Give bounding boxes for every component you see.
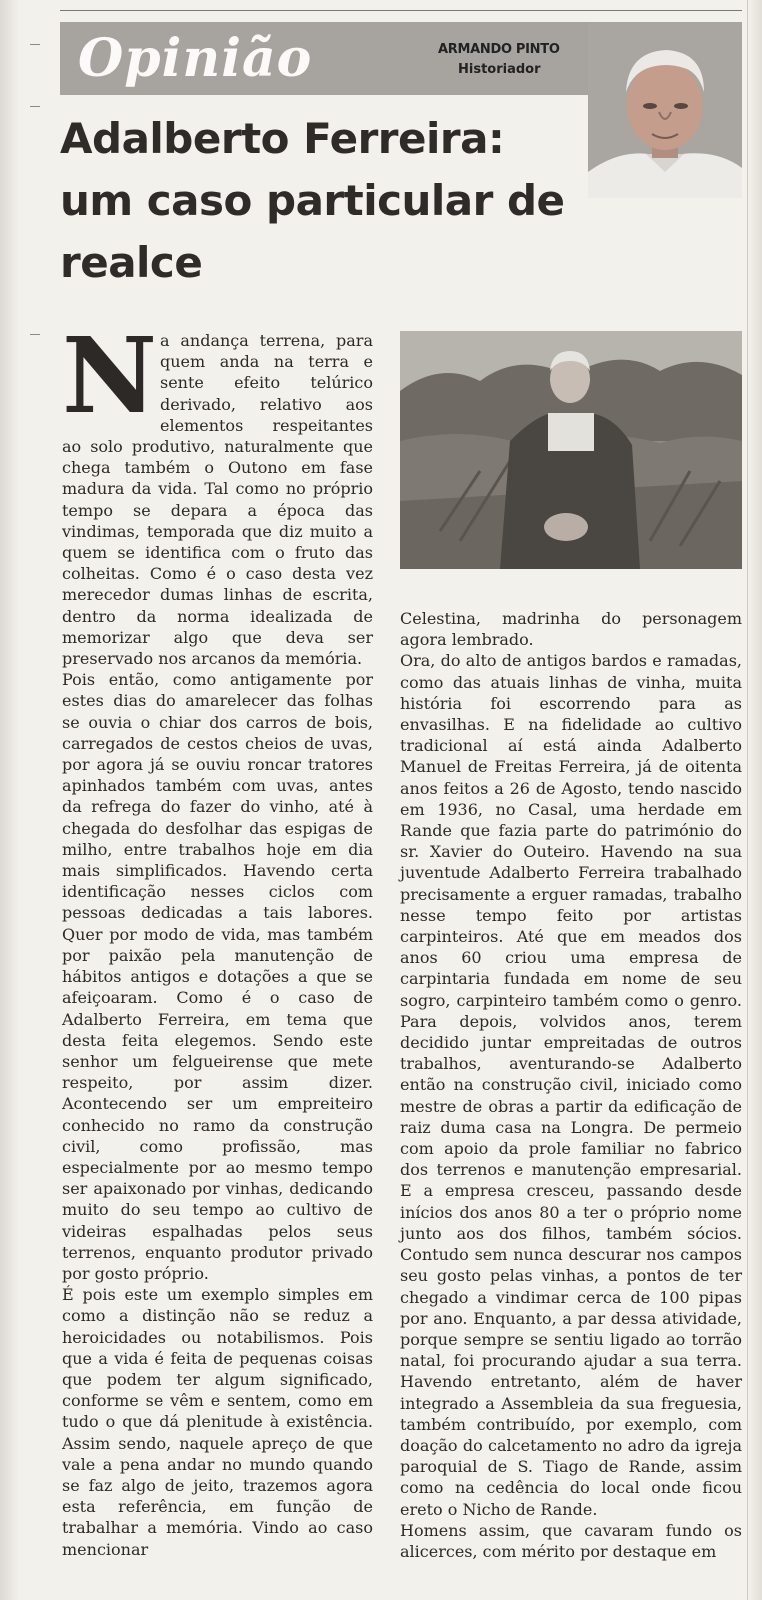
margin-mark	[30, 106, 40, 107]
author-role: Historiador	[458, 62, 541, 77]
paragraph: Pois então, como antigamente por estes dias do amarelecer das folhas se ouvia o chiar dos carros de bois, carregados de cestos cheios de uvas, por agora já se ouviu roncar tratores apinhados também com uvas, antes da refrega do fazer do vinho, até à chegada do desfolhar das espigas de milho, entre trabalhos hoje em dia mais simplificados. Havendo certa identificação nesses ciclos com pessoas dedicadas a tais labores. Quer por modo de vida, mas também por paixão pela manutenção de hábitos antigos e dotações a que se afeiçoaram. Como é o caso de Adalberto Ferreira, em tema que desta feita elegemos. Sendo este senhor um felgueirense que mete respeito, por assim dizer. Acontecendo ser um empreiteiro conhecido no ramo da construção civil, como profissão, mas especialmente por ao mesmo tempo ser apaixonado por vinhas, dedicando muito do seu tempo ao cultivo de videiras espalhadas pelos seus terrenos, enquanto produtor privado por gosto próprio.	[62, 670, 373, 1283]
section-title: Opinião	[78, 28, 313, 89]
author-name: ARMANDO PINTO	[438, 42, 560, 57]
page-edge-left	[0, 0, 18, 1600]
author-portrait-image	[588, 22, 742, 198]
article-column-left	[62, 314, 373, 1560]
drop-cap: N	[62, 314, 158, 437]
article-photo	[400, 331, 742, 569]
paragraph: a andança terrena, para quem anda na terra e sente efeito telúrico derivado, relativo aos elementos respeitantes ao solo produtivo, naturalmente que chega também o Outono em fase madura da vida. Tal como no próprio tempo se depara a época das vindimas, temporada que diz muito a quem se identifica com o fruto das colheitas. Como é o caso desta vez merecedor dumas linhas de escrita, dentro da norma idealizada de memorizar algo que deva ser preservado nos arcanos da memória.	[62, 331, 373, 669]
paragraph: Homens assim, que cavaram fundo os alicerces, com mérito por destaque em	[400, 1520, 742, 1561]
page-edge-right	[747, 0, 762, 1600]
author-portrait	[588, 22, 742, 198]
paragraph: Celestina, madrinha do personagem agora lembrado.	[400, 609, 742, 650]
paragraph: Ora, do alto de antigos bardos e ramadas, como das atuais linhas de vinha, muita história foi escorrendo para as envasilhas. E na fidelidade ao cultivo tradicional aí está ainda Adalberto Manuel de Freitas Ferreira, já de oitenta anos feitos a 26 de Agosto, tendo nascido em 1936, no Casal, uma herdade em Rande que fazia parte do património do sr. Xavier do Outeiro. Havendo na sua juventude Adalberto Ferreira trabalhado precisamente a erguer ramadas, trabalho nesse tempo feito por artistas carpinteiros. Até que em meados dos anos 60 criou uma empresa de carpintaria fundada em nome de seu sogro, carpinteiro também como o genro. Para depois, volvidos anos, terem decidido juntar empreitadas de outros trabalhos, aventurando-se Adalberto então na construção civil, iniciado como mestre de obras a partir da edificação de raiz duma casa na Longra. De permeio com apoio da prole familiar no fabrico dos terrenos e manutenção empresarial. E a empresa cresceu, passando desde inícios dos anos 80 a ter o próprio nome junto aos dos filhos, também sócios. Contudo sem nunca descurar nos campos seu gosto pelas vinhas, a pontos de ter chegado a vindimar cerca de 100 pipas por ano. Enquanto, a par dessa atividade, porque sempre se sentiu ligado ao torrão natal, foi procurando ajudar a sua terra. Havendo entretanto, além de haver integrado a Assembleia da sua freguesia, também contribuído, por exemplo, com doação do calcetamento no adro da igreja paroquial de S. Tiago de Rande, assim como na cedência do local onde ficou ereto o Nicho de Rande.	[400, 651, 742, 1519]
top-rule	[60, 10, 742, 11]
article-photo-image	[400, 331, 742, 569]
margin-mark	[30, 44, 40, 45]
headline: Adalberto Ferreira: um caso particular de realce	[60, 114, 565, 287]
margin-mark	[30, 334, 40, 335]
paragraph: É pois este um exemplo simples em como a distinção não se reduz a heroicidades ou notabilismos. Pois que a vida é feita de pequenas coisas que podem ter algum significado, conforme se vêm e sentem, como em tudo o que dá plenitude à existência. Assim sendo, naquele apreço de que vale a pena andar no mundo quando se faz algo de jeito, trazemos agora esta referência, em função de trabalhar a memória. Vindo ao caso mencionar	[62, 1285, 373, 1559]
article-column-right	[400, 608, 742, 1562]
